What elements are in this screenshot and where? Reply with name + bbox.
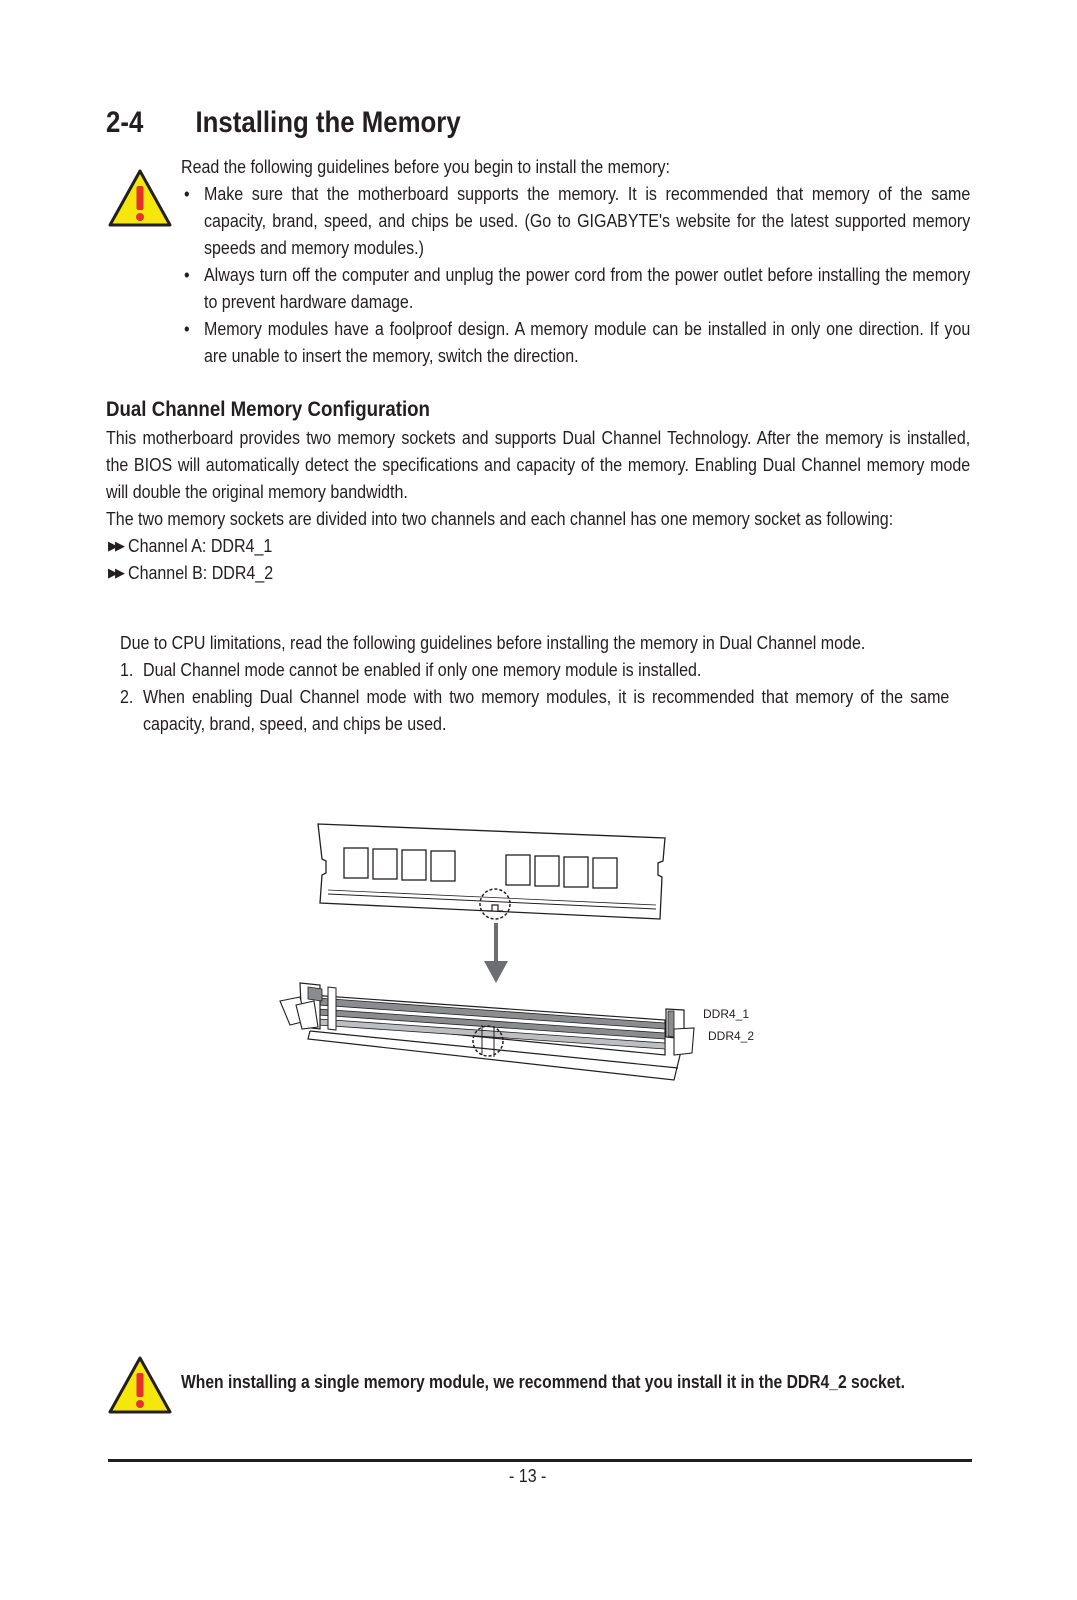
warning-icon	[107, 1355, 173, 1415]
item-number: 1.	[120, 660, 134, 680]
item-text: Dual Channel mode cannot be enabled if only one memory module is installed.	[143, 660, 702, 680]
bullet: •	[184, 184, 190, 204]
section-number: 2-4	[106, 106, 144, 139]
dual-channel-heading: Dual Channel Memory Configuration	[106, 398, 430, 421]
channel-a: Channel A: DDR4_1	[128, 536, 273, 556]
item-text: When enabling Dual Channel mode with two memory modules, it is recommended that memory of the same capacity, brand, speed, and chips be used.	[143, 687, 950, 734]
channel-b: Channel B: DDR4_2	[128, 563, 274, 583]
section-title: Installing the Memory	[195, 106, 461, 139]
guidelines-list	[181, 181, 971, 370]
dual-channel-para2: The two memory sockets are divided into two channels and each channel has one memory socket as following:	[106, 509, 894, 529]
bullet: •	[184, 319, 190, 339]
channel-arrow-icon: ▶▶	[108, 538, 122, 553]
guideline-text: Always turn off the computer and unplug the power cord from the power outlet before installing the memory to prevent hardware damage.	[204, 265, 971, 312]
guideline-item	[181, 181, 971, 262]
insert-arrow-head	[484, 961, 508, 983]
page-number: - 13 -	[509, 1466, 547, 1486]
memory-sockets	[280, 983, 694, 1080]
section-heading	[106, 106, 461, 140]
single-module-note: When installing a single memory module, we recommend that you install it in the DDR4_2 socket.	[181, 1372, 906, 1392]
guideline-text: Make sure that the motherboard supports the memory. It is recommended that memory of the same capacity, brand, speed, and chips be used. (Go to GIGABYTE's website for the latest supported memory speeds and memory modules.)	[204, 184, 971, 258]
socket-label-ddr4-2: DDR4_2	[708, 1029, 755, 1043]
warning-icon	[107, 168, 173, 228]
guidelines-intro: Read the following guidelines before you begin to install the memory:	[181, 157, 670, 177]
cpu-note-list	[120, 657, 950, 738]
channel-arrow-icon: ▶▶	[108, 565, 122, 580]
memory-install-diagram	[270, 815, 770, 1095]
cpu-note-item	[120, 684, 950, 738]
socket-label-ddr4-1: DDR4_1	[703, 1007, 750, 1021]
cpu-note-item	[120, 657, 950, 684]
guideline-item	[181, 316, 971, 370]
item-number: 2.	[120, 687, 134, 707]
footer-rule	[108, 1459, 972, 1462]
cpu-note-intro: Due to CPU limitations, read the following guidelines before installing the memory in Dual Channel mode.	[120, 633, 866, 653]
guideline-item	[181, 262, 971, 316]
bullet: •	[184, 265, 190, 285]
dual-channel-para1: This motherboard provides two memory sockets and supports Dual Channel Technology. After the memory is installed, the BIOS will automatically detect the specifications and capacity of the memory. Enabling Dual Channel memory mode will double the original memory bandwidth.	[106, 428, 971, 502]
guideline-text: Memory modules have a foolproof design. A memory module can be installed in only one direction. If you are unable to insert the memory, switch the direction.	[204, 319, 971, 366]
